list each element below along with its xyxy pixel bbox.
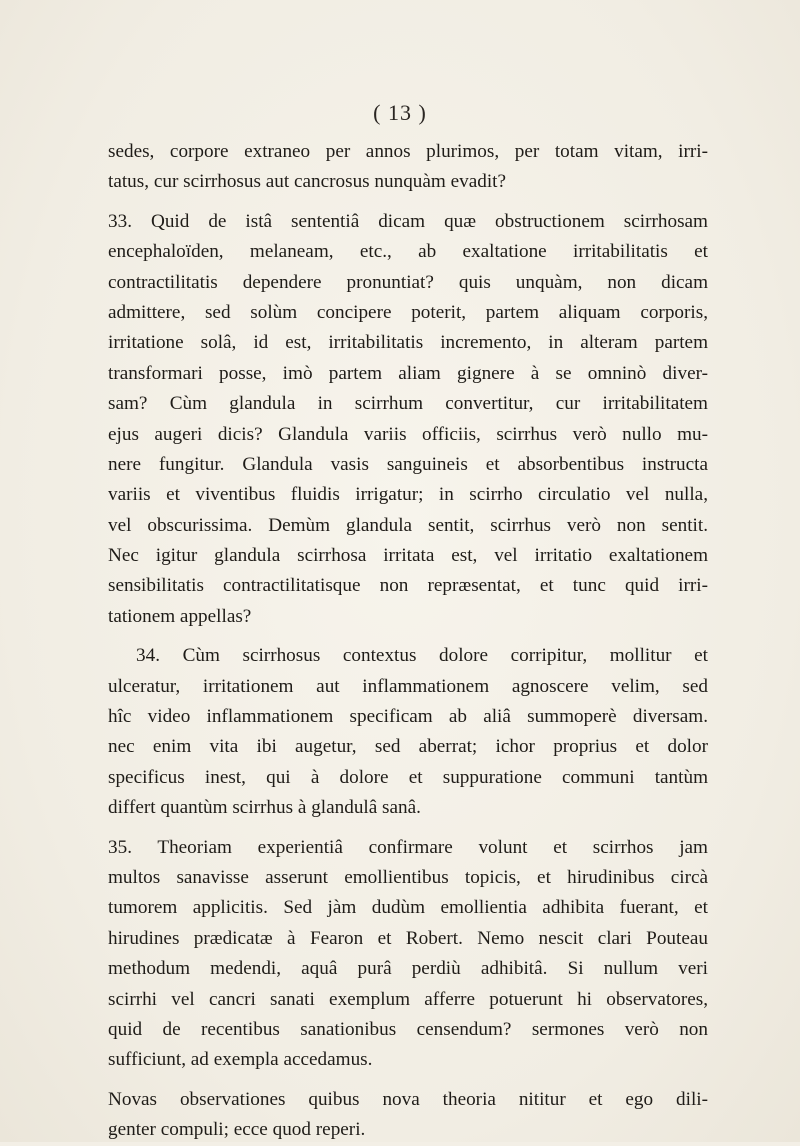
text-line: sensibilitatis contractilitatisque non repræsentat, et tunc quid irri-: [108, 575, 708, 597]
text-line: sufficiunt, ad exempla accedamus.: [108, 1049, 373, 1071]
paragraph-35: [108, 833, 708, 1076]
text-line: tationem appellas?: [108, 605, 252, 627]
text-line: vel obscurissima. Demùm glandula sentit, scirrhus verò non sentit.: [108, 514, 708, 536]
text-line: hîc video inflammationem specificam ab aliâ summoperè diversam.: [108, 706, 708, 728]
text-line: genter compuli; ecce quod reperi.: [108, 1119, 366, 1141]
text-line: tumorem applicitis. Sed jàm dudùm emollientia adhibita fuerant, et: [108, 897, 708, 919]
paragraph-34: [108, 641, 708, 823]
text-line: encephaloïden, melaneam, etc., ab exaltatione irritabilitatis et: [108, 241, 708, 263]
text-line: hirudines prædicatæ à Fearon et Robert. Nemo nescit clari Pouteau: [108, 927, 708, 949]
text-line: variis et viventibus fluidis irrigatur; in scirrho circulatio vel nulla,: [108, 484, 708, 506]
text-line: Nec igitur glandula scirrhosa irritata est, vel irritatio exaltationem: [108, 545, 708, 567]
paragraph-33: [108, 207, 708, 632]
paragraph-32-continued: [108, 137, 708, 198]
text-line: Novas observationes quibus nova theoria nititur et ego dili-: [108, 1088, 708, 1110]
text-line: methodum medendi, aquâ purâ perdiù adhibitâ. Si nullum veri: [108, 958, 708, 980]
text-line: sedes, corpore extraneo per annos plurimos, per totam vitam, irri-: [108, 141, 708, 162]
text-line: transformari posse, imò partem aliam gignere à se omninò diver-: [108, 362, 708, 384]
text-body: [108, 137, 708, 1146]
text-line: ejus augeri dicis? Glandula variis officiis, scirrhus verò nullo mu-: [108, 423, 708, 445]
text-line: quid de recentibus sanationibus censendum? sermones verò non: [108, 1018, 708, 1040]
text-line: ulceratur, irritationem aut inflammationem agnoscere velim, sed: [108, 675, 708, 697]
text-line: scirrhi vel cancri sanati exemplum afferre potuerunt hi observatores,: [108, 988, 708, 1010]
text-line: differt quantùm scirrhus à glandulâ sanâ.: [108, 797, 421, 819]
text-line: contractilitatis dependere pronuntiat? quis unquàm, non dicam: [108, 271, 708, 293]
text-line: 33. Quid de istâ sententiâ dicam quæ obstructionem scirrhosam: [108, 210, 708, 232]
page-number: ( 13 ): [373, 100, 427, 125]
text-line: multos sanavisse asserunt emollientibus topicis, et hirudinibus circà: [108, 866, 708, 888]
text-line: admittere, sed solùm concipere poterit, partem aliquam corporis,: [108, 301, 708, 323]
text-line: 35. Theoriam experientiâ confirmare volunt et scirrhos jam: [108, 836, 708, 858]
paragraph-36: [108, 1085, 708, 1146]
text-line: sam? Cùm glandula in scirrhum convertitur, cur irritabilitatem: [108, 393, 708, 415]
text-line: nec enim vita ibi augetur, sed aberrat; ichor proprius et dolor: [108, 736, 708, 758]
text-line: irritatione solâ, id est, irritabilitatis incremento, in alteram partem: [108, 332, 708, 354]
text-line: nere fungitur. Glandula vasis sanguineis et absorbentibus instructa: [108, 453, 708, 475]
text-line: tatus, cur scirrhosus aut cancrosus nunquàm evadit?: [108, 171, 507, 193]
text-line: specificus inest, qui à dolore et suppuratione communi tantùm: [108, 766, 708, 788]
text-line: 34. Cùm scirrhosus contextus dolore corripitur, mollitur et: [136, 645, 708, 667]
